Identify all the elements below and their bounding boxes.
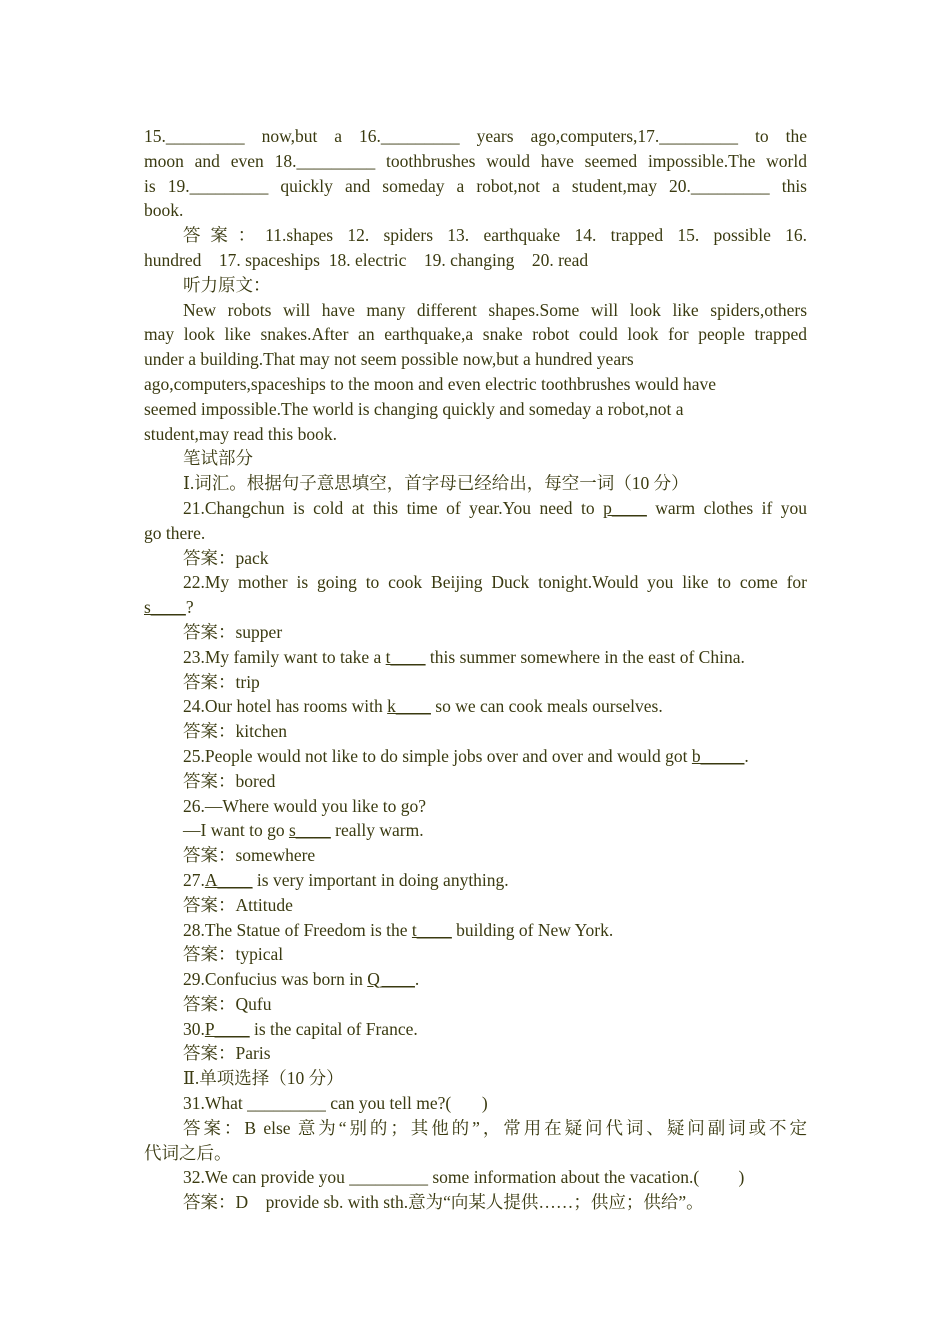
text-line <box>144 496 807 521</box>
text-line <box>144 918 807 943</box>
line-text: student,may read this book. <box>144 423 337 444</box>
line-text: 25.People would not like to do simple jobs over and over and would got <box>183 745 692 766</box>
line-text: ago,computers,spaceships to the moon and even electric toothbrushes would have <box>144 373 716 394</box>
line-text: under a building.That may not seem possible now,but a hundred years <box>144 349 634 370</box>
line-text: is very important in doing anything. <box>252 869 509 890</box>
line-text: 答案：Qufu <box>183 993 272 1014</box>
text-line <box>144 1041 807 1066</box>
line-text: book. <box>144 200 184 221</box>
line-text: . <box>414 969 420 990</box>
line-text: 听力原文： <box>183 274 271 295</box>
line-text: is the capital of France. <box>249 1018 418 1039</box>
text-line <box>144 595 807 620</box>
blank-hint: t____ <box>411 919 452 940</box>
line-text: 答案：D provide sb. with sth.意为“向某人提供……；供应；供给”。 <box>183 1192 704 1213</box>
text-line <box>144 446 807 471</box>
blank-hint: P____ <box>204 1018 250 1039</box>
line-text: 笔试部分 <box>183 448 253 469</box>
line-text: 15._________ now,but a 16._________ years ago,computers,17._________ to the <box>144 126 807 146</box>
line-text: 答案：B else 意为“别的；其他的”，常用在疑问代词、疑问副词或不定 <box>183 1117 807 1138</box>
blank-hint: Q____ <box>367 969 415 990</box>
line-text: 26.—Where would you like to go? <box>183 795 427 816</box>
line-text: New robots will have many different shapes.Some will look like spiders,others <box>183 299 807 320</box>
line-text: so we can cook meals ourselves. <box>430 696 663 717</box>
blank-hint: s____ <box>144 597 186 618</box>
text-line <box>144 322 807 347</box>
text-line <box>144 744 807 769</box>
blank-hint: t____ <box>385 646 426 667</box>
text-line <box>144 570 807 595</box>
line-text: 答案：Attitude <box>183 894 293 915</box>
line-text: may look like snakes.After an earthquake,a snake robot could look for people trapped <box>144 324 807 345</box>
line-text: 24.Our hotel has rooms with <box>183 696 388 717</box>
text-line <box>144 967 807 992</box>
blank-hint: A____ <box>204 869 253 890</box>
blank-hint: s____ <box>288 820 331 841</box>
text-line <box>144 1141 807 1166</box>
line-text: 答案：typical <box>183 944 284 965</box>
text-line <box>144 347 807 372</box>
text-line <box>144 223 807 248</box>
line-text: go there. <box>144 522 206 543</box>
text-line <box>144 422 807 447</box>
blank-hint: p____ <box>603 497 647 518</box>
line-text: 答案：supper <box>183 621 283 642</box>
line-text: seemed impossible.The world is changing quickly and someday a robot,not a <box>144 398 684 419</box>
line-text: 21.Changchun is cold at this time of year.You need to <box>183 497 604 518</box>
line-text: hundred 17. spaceships 18. electric 19. changing 20. read <box>144 249 589 270</box>
text-line <box>144 149 807 174</box>
line-text: 28.The Statue of Freedom is the <box>183 919 412 940</box>
line-text: 代词之后。 <box>144 1142 232 1163</box>
line-text: ? <box>185 597 194 618</box>
text-line <box>144 124 807 149</box>
line-text: really warm. <box>330 820 424 841</box>
text-line <box>144 1017 807 1042</box>
line-text: 答案：kitchen <box>183 721 288 742</box>
line-text: 答案：Paris <box>183 1043 271 1064</box>
text-line <box>144 521 807 546</box>
text-line <box>144 298 807 323</box>
line-text: Ⅱ.单项选择（10 分） <box>183 1068 344 1089</box>
line-text: 答案：pack <box>183 547 269 568</box>
line-text: 22.My mother is going to cook Beijing Duck tonight.Would you like to come for <box>183 572 807 593</box>
text-line <box>144 769 807 794</box>
text-line <box>144 719 807 744</box>
text-line <box>144 843 807 868</box>
text-line <box>144 620 807 645</box>
line-text: moon and even 18._________ toothbrushes would have seemed impossible.The world <box>144 150 807 171</box>
line-text: 23.My family want to take a <box>183 646 386 667</box>
line-text: 30. <box>183 1018 205 1039</box>
line-text: 32.We can provide you _________ some information about the vacation.( ) <box>183 1167 745 1188</box>
text-line <box>144 942 807 967</box>
text-line <box>144 1165 807 1190</box>
line-text: 答案：bored <box>183 770 276 791</box>
text-line <box>144 868 807 893</box>
line-text: 答案：11.shapes 12. spiders 13. earthquake 14. trapped 15. possible 16. <box>183 225 807 246</box>
line-text: is 19._________ quickly and someday a robot,not a student,may 20._________ this <box>144 175 807 196</box>
text-line <box>144 694 807 719</box>
text-line <box>144 794 807 819</box>
text-line <box>144 818 807 843</box>
text-line <box>144 670 807 695</box>
text-line <box>144 273 807 298</box>
blank-hint: b_____ <box>691 745 745 766</box>
text-line <box>144 1190 807 1215</box>
line-text: 29.Confucius was born in <box>183 969 368 990</box>
text-line <box>144 1116 807 1141</box>
line-text: —I want to go <box>183 820 289 841</box>
line-text: Ⅰ.词汇。根据句子意思填空，首字母已经给出，每空一词（10 分） <box>183 473 689 494</box>
line-text: 27. <box>183 869 205 890</box>
line-text: warm clothes if you <box>646 497 807 518</box>
line-text: building of New York. <box>451 919 614 940</box>
blank-hint: k____ <box>387 696 431 717</box>
line-text: 答案：trip <box>183 671 260 692</box>
text-line <box>144 645 807 670</box>
text-line <box>144 372 807 397</box>
text-line <box>144 992 807 1017</box>
line-text: 31.What _________ can you tell me?( ) <box>183 1093 488 1114</box>
text-line <box>144 248 807 273</box>
line-text: 答案：somewhere <box>183 845 316 866</box>
text-line <box>144 1066 807 1091</box>
line-text: . <box>744 745 749 766</box>
text-line <box>144 471 807 496</box>
text-line <box>144 546 807 571</box>
text-line <box>144 174 807 199</box>
text-line <box>144 1091 807 1116</box>
text-line <box>144 397 807 422</box>
text-line <box>144 893 807 918</box>
line-text: this summer somewhere in the east of China. <box>425 646 745 667</box>
text-line <box>144 198 807 223</box>
